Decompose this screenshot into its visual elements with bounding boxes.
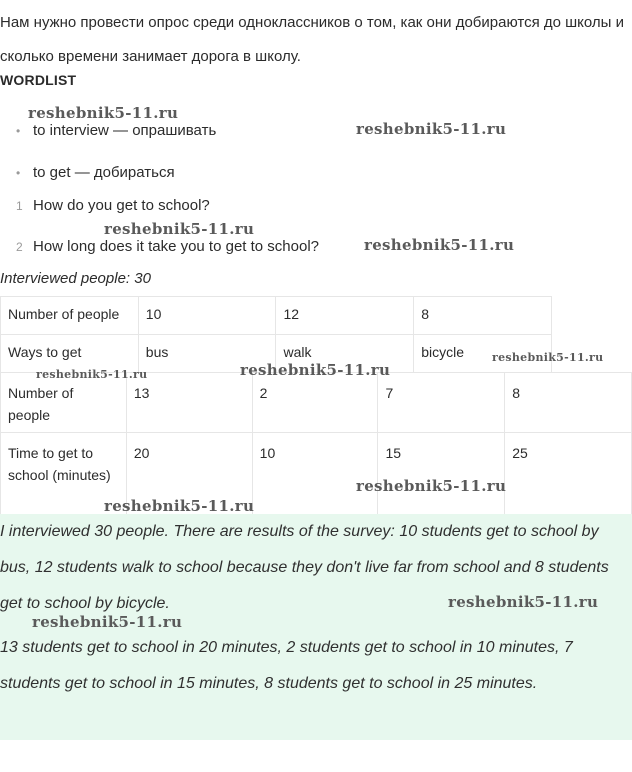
watermark: reshebnik5-11.ru: [104, 220, 255, 238]
wordlist-item-text: to get — добираться: [33, 164, 175, 181]
wordlist-item-text: to interview — опрашивать: [33, 122, 217, 139]
intro-text: Нам нужно провести опрос среди одноклассников о том, как они добираются до школы и сколько времени занимает дорога в школу.: [0, 14, 624, 65]
answer-paragraph: I interviewed 30 people. There are results of the survey: 10 students get to school by bus, 12 students walk to school because they don't live far from school and 8 students get to school by bicycle.: [0, 523, 609, 612]
table-cell: bicycle: [414, 335, 552, 373]
watermark: reshebnik5-11.ru: [36, 368, 148, 381]
wordlist-heading: WORDLIST: [0, 72, 77, 88]
watermark: reshebnik5-11.ru: [356, 120, 507, 138]
watermark: reshebnik5-11.ru: [104, 497, 255, 515]
interviewed-count: Interviewed people: 30: [0, 270, 151, 287]
number-marker: 1: [16, 199, 23, 213]
table-cell: 8: [414, 297, 552, 335]
table-cell: 10: [138, 297, 276, 335]
table-cell: 15: [378, 433, 505, 515]
question-item: [16, 238, 319, 255]
number-marker: 2: [16, 240, 23, 254]
table-row: [1, 433, 632, 515]
watermark: reshebnik5-11.ru: [28, 104, 179, 122]
table-cell: Number of people: [1, 297, 139, 335]
watermark: reshebnik5-11.ru: [492, 351, 604, 364]
question-item: [16, 197, 210, 214]
question-text: How long does it take you to get to school?: [33, 238, 320, 255]
table-cell: Number of people: [1, 373, 127, 433]
question-text: How do you get to school?: [33, 197, 210, 214]
table-cell: 20: [126, 433, 252, 515]
table-row: [1, 373, 632, 433]
watermark: reshebnik5-11.ru: [364, 236, 515, 254]
table-cell: 13: [126, 373, 252, 433]
table-cell: 8: [505, 373, 632, 433]
watermark: reshebnik5-11.ru: [240, 361, 391, 379]
table-cell: bus: [138, 335, 276, 373]
table-cell: 7: [378, 373, 505, 433]
table-cell: 25: [505, 433, 632, 515]
watermark: reshebnik5-11.ru: [32, 613, 183, 631]
watermark: reshebnik5-11.ru: [448, 593, 599, 611]
bullet-marker: •: [16, 166, 21, 180]
table-cell: 10: [252, 433, 378, 515]
watermark: reshebnik5-11.ru: [356, 477, 507, 495]
table-cell: 12: [276, 297, 414, 335]
wordlist-item: [16, 164, 175, 181]
time-table: [0, 372, 632, 515]
answer-paragraph: 13 students get to school in 20 minutes, 2 students get to school in 10 minutes, 7 students get to school in 15 minutes, 8 students get to school in 25 minutes.: [0, 639, 573, 692]
wordlist-item: [16, 122, 216, 139]
table-cell: 2: [252, 373, 378, 433]
table-cell: walk: [276, 335, 414, 373]
table-row: [1, 297, 552, 335]
bullet-marker: •: [16, 124, 21, 138]
table-cell: Ways to get: [1, 335, 139, 373]
table-cell: Time to get to school (minutes): [1, 433, 127, 515]
